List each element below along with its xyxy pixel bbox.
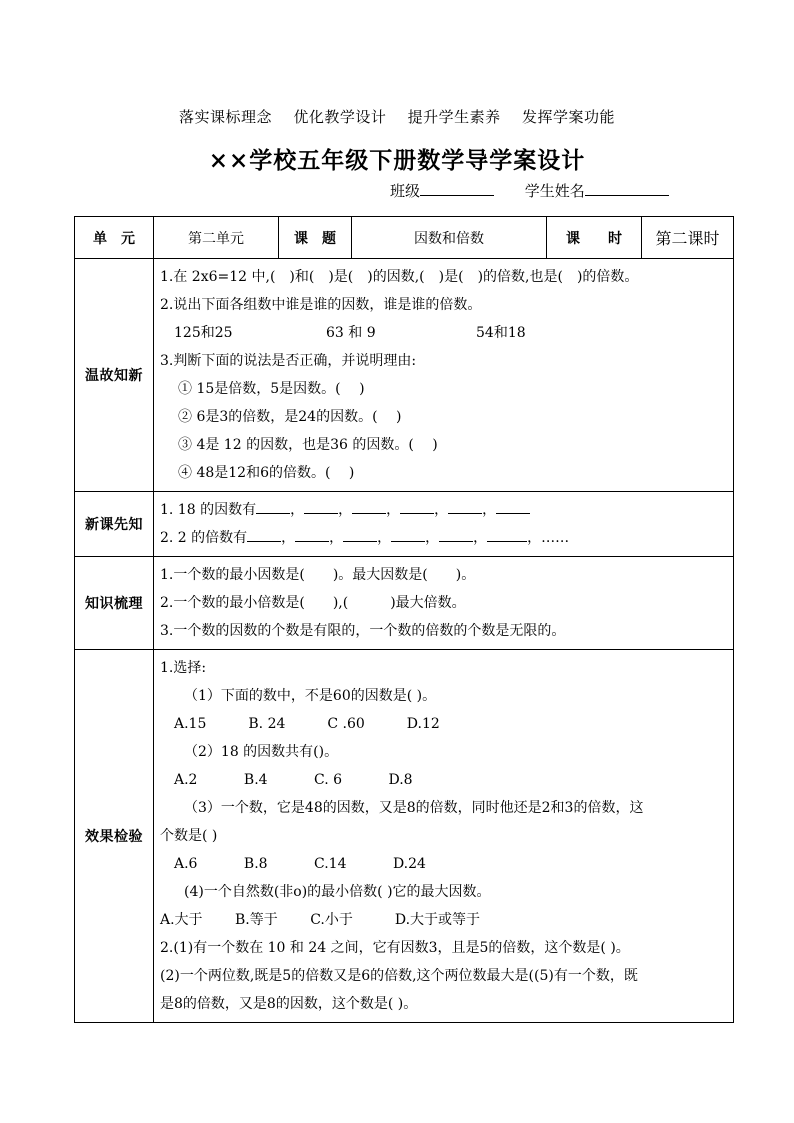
check-line: (4)一个自然数(非o)的最小倍数( )它的最大因数。 (184, 884, 491, 900)
summary-row (75, 557, 734, 650)
preview-row (75, 492, 734, 557)
class-info (390, 180, 669, 201)
ellipsis: …… (541, 530, 570, 546)
factor-blank[interactable] (256, 501, 290, 514)
pair-1: 125和25 (174, 325, 233, 341)
check-line: （2）18 的因数共有()。 (184, 744, 339, 760)
factor-blank[interactable] (496, 501, 530, 514)
preview-line-1: 1. 18 的因数有 ， ， ， ， ， (160, 496, 727, 524)
student-name-label: 学生姓名 (524, 182, 585, 200)
preview-content (154, 492, 734, 557)
check-line: （3）一个数，它是48的因数，又是8的倍数，同时他还是2和3的倍数，这 (184, 800, 644, 816)
summary-line-2: 2.一个数的最小倍数是( ),( )最大倍数。 (160, 595, 466, 611)
period-value: 第二课时 (642, 217, 734, 259)
summary-content (154, 557, 734, 650)
review-judge-2: ② 6是3的倍数，是24的因数。( ) (178, 409, 402, 425)
check-options: A.2 B.4 C. 6 D.8 (174, 772, 413, 788)
unit-value: 第二单元 (154, 217, 279, 259)
multiple-blank[interactable] (295, 529, 329, 542)
check-line: 是8的倍数，又是8的因数，这个数是( )。 (160, 996, 418, 1012)
review-row (75, 259, 734, 492)
check-row (75, 650, 734, 1023)
table-header-row (75, 217, 734, 259)
page-title: ××学校五年级下册数学导学案设计 (208, 147, 586, 174)
check-label: 效果检验 (75, 650, 154, 1023)
class-blank[interactable] (420, 181, 494, 196)
review-line-3: 3.判断下面的说法是否正确，并说明理由: (160, 353, 417, 369)
factor-blank[interactable] (448, 501, 482, 514)
slogan-line (0, 106, 794, 127)
unit-label: 单 元 (75, 217, 154, 259)
factor-blank[interactable] (400, 501, 434, 514)
check-options: A.15 B. 24 C .60 D.12 (174, 716, 440, 732)
factors-prefix: 1. 18 的因数有 (160, 502, 257, 518)
summary-label: 知识梳理 (75, 557, 154, 650)
check-line: 2.(1)有一个数在 10 和 24 之间，它有因数3，且是5的倍数，这个数是( )。 (160, 940, 630, 956)
review-pairs (160, 319, 727, 347)
summary-line-3: 3.一个数的因数的个数是有限的，一个数的倍数的个数是无限的。 (160, 623, 566, 639)
preview-label: 新课先知 (75, 492, 154, 557)
review-line-2: 2.说出下面各组数中谁是谁的因数，谁是谁的倍数。 (160, 297, 482, 313)
multiple-blank[interactable] (439, 529, 473, 542)
multiple-blank[interactable] (247, 529, 281, 542)
slogan-4: 发挥学案功能 (521, 108, 615, 126)
multiple-blank[interactable] (487, 529, 527, 542)
slogan-3: 提升学生素养 (407, 108, 501, 126)
topic-value: 因数和倍数 (352, 217, 547, 259)
multiple-blank[interactable] (343, 529, 377, 542)
topic-label: 课 题 (279, 217, 352, 259)
class-label: 班级 (390, 182, 421, 200)
factor-blank[interactable] (352, 501, 386, 514)
summary-line-1: 1.一个数的最小因数是( )。最大因数是( )。 (160, 567, 476, 583)
review-line-1: 1.在 2x6=12 中,( )和( )是( )的因数,( )是( )的倍数,也是( )的倍数。 (160, 269, 639, 285)
lesson-table (74, 216, 734, 1023)
review-content (154, 259, 734, 492)
pair-3: 54和18 (476, 325, 526, 341)
review-judge-1: ① 15是倍数，5是因数。( ) (178, 381, 365, 397)
preview-line-2: 2. 2 的倍数有 ， ， ， ， ， ，…… (160, 530, 570, 546)
slogan-2: 优化教学设计 (293, 108, 387, 126)
check-line: （1）下面的数中，不是60的因数是( )。 (184, 688, 437, 704)
factor-blank[interactable] (304, 501, 338, 514)
check-content (154, 650, 734, 1023)
slogan-1: 落实课标理念 (179, 108, 273, 126)
check-line: (2)一个两位数,既是5的倍数又是6的倍数,这个两位数最大是((5)有一个数，既 (160, 968, 638, 984)
check-options: A.6 B.8 C.14 D.24 (174, 856, 426, 872)
check-line: 1.选择: (160, 660, 207, 676)
check-line: 个数是( ) (160, 828, 218, 844)
multiples-prefix: 2. 2 的倍数有 (160, 530, 248, 546)
pair-2: 63 和 9 (326, 325, 376, 341)
review-judge-3: ③ 4是 12 的因数，也是36 的因数。( ) (178, 437, 438, 453)
multiple-blank[interactable] (391, 529, 425, 542)
check-options: A.大于 B.等于 C.小于 D.大于或等于 (160, 912, 481, 928)
review-judge-4: ④ 48是12和6的倍数。( ) (178, 465, 355, 481)
review-label: 温故知新 (75, 259, 154, 492)
student-name-blank[interactable] (585, 181, 669, 196)
period-label: 课 时 (547, 217, 642, 259)
